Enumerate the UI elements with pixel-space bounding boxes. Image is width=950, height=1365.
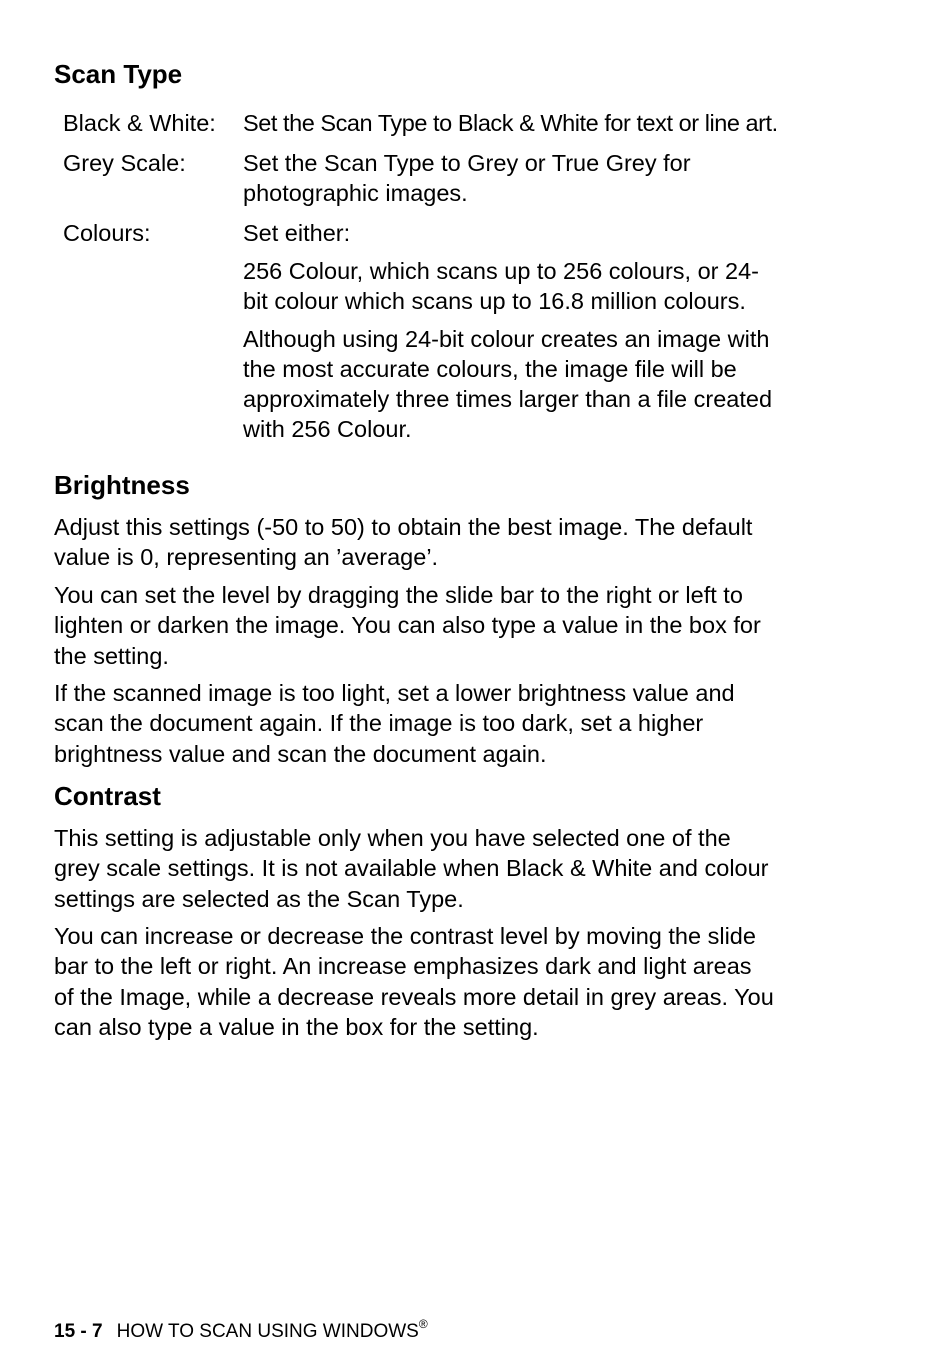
brightness-paragraph bbox=[54, 512, 752, 573]
brightness-heading: Brightness bbox=[54, 470, 190, 500]
colour-detail-24bit bbox=[243, 324, 772, 444]
paragraph-line: of the Image, while a decrease reveals more detail in grey areas. You bbox=[54, 983, 774, 1010]
term-colours: Colours: bbox=[63, 220, 151, 246]
definition-black-white bbox=[243, 108, 843, 138]
colour-detail-256 bbox=[243, 256, 759, 316]
contrast-paragraph bbox=[54, 823, 769, 914]
registered-mark: ® bbox=[418, 1317, 428, 1331]
paragraph-line: You can increase or decrease the contrast level by moving the slide bbox=[54, 923, 756, 949]
paragraph-line: Adjust this settings (-50 to 50) to obtain the best image. The default bbox=[54, 514, 753, 540]
paragraph-line: brightness value and scan the document again. bbox=[54, 740, 547, 767]
paragraph-line: value is 0, representing an ’average’. bbox=[54, 544, 439, 571]
definition-line: with 256 Colour. bbox=[243, 416, 412, 442]
definition-line: photographic images. bbox=[243, 180, 468, 206]
brightness-paragraph bbox=[54, 580, 761, 671]
page-footer bbox=[54, 1311, 428, 1345]
definition-line: Set the Scan Type to Black & White for text or line art. bbox=[243, 110, 778, 136]
definition-line: bit colour which scans up to 16.8 million colours. bbox=[243, 288, 746, 314]
paragraph-line: lighten or darken the image. You can also type a value in the box for bbox=[54, 612, 761, 639]
definition-grey-scale bbox=[243, 148, 843, 208]
paragraph-line: scan the document again. If the image is too dark, set a higher bbox=[54, 710, 704, 737]
paragraph-line: grey scale settings. It is not available when Black & White and colour bbox=[54, 855, 769, 882]
page-number: 15 - 7 bbox=[54, 1321, 103, 1342]
definition-colours bbox=[243, 218, 843, 248]
definition-line: Set either: bbox=[243, 220, 351, 246]
contrast-paragraph bbox=[54, 921, 774, 1042]
definition-line: 256 Colour, which scans up to 256 colours, or 24- bbox=[243, 258, 759, 284]
paragraph-line: can also type a value in the box for the setting. bbox=[54, 1013, 539, 1040]
definition-line: the most accurate colours, the image file will be bbox=[243, 356, 737, 382]
paragraph-line: settings are selected as the Scan Type. bbox=[54, 885, 464, 912]
definition-line: Set the Scan Type to Grey or True Grey for bbox=[243, 150, 691, 176]
definition-line: approximately three times larger than a file created bbox=[243, 386, 773, 412]
paragraph-line: the setting. bbox=[54, 642, 169, 669]
paragraph-line: bar to the left or right. An increase emphasizes dark and light areas bbox=[54, 953, 752, 980]
brightness-paragraph bbox=[54, 678, 735, 769]
chapter-title: HOW TO SCAN USING WINDOWS bbox=[116, 1321, 419, 1342]
definition-line: Although using 24-bit colour creates an image with bbox=[243, 326, 770, 352]
term-grey-scale: Grey Scale: bbox=[63, 150, 186, 176]
contrast-heading: Contrast bbox=[54, 781, 161, 811]
term-black-white: Black & White: bbox=[63, 110, 216, 136]
scan-type-heading: Scan Type bbox=[54, 59, 183, 89]
paragraph-line: You can set the level by dragging the slide bar to the right or left to bbox=[54, 582, 743, 608]
paragraph-line: If the scanned image is too light, set a lower brightness value and bbox=[54, 680, 735, 706]
paragraph-line: This setting is adjustable only when you have selected one of the bbox=[54, 825, 731, 851]
